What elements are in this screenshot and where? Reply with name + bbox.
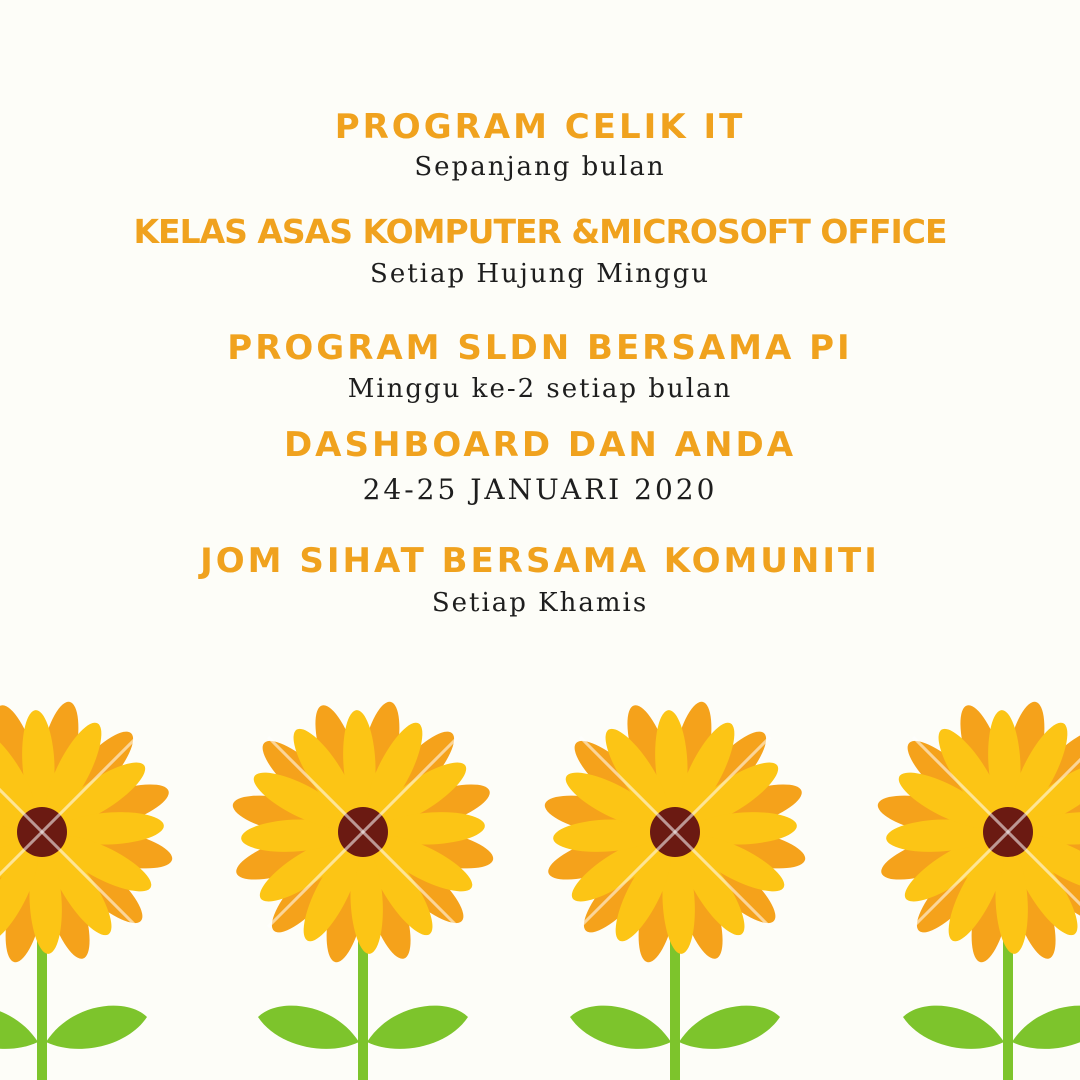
event-title-jom-sihat: JOM SIHAT BERSAMA KOMUNITI	[200, 541, 880, 581]
event-title-sldn: PROGRAM SLDN BERSAMA PI	[227, 328, 853, 368]
event-subtitle-dashboard: 24-25 JANUARI 2020	[362, 473, 718, 506]
event-subtitle-sldn: Minggu ke-2 setiap bulan	[347, 374, 733, 404]
sunflower-icon	[874, 698, 1080, 1080]
sunflower-icon	[0, 698, 176, 1080]
event-subtitle-kelas-asas: Setiap Hujung Minggu	[370, 259, 710, 289]
sunflower-icon	[541, 698, 808, 1080]
event-subtitle-jom-sihat: Setiap Khamis	[431, 588, 649, 618]
event-subtitle-celik-it: Sepanjang bulan	[414, 152, 666, 182]
sunflower-icon	[229, 698, 496, 1080]
sunflower-row	[0, 680, 1080, 1080]
event-title-celik-it: PROGRAM CELIK IT	[334, 107, 746, 147]
event-title-dashboard: DASHBOARD DAN ANDA	[283, 425, 797, 465]
event-title-kelas-asas: KELAS ASAS KOMPUTER &MICROSOFT OFFICE	[133, 212, 947, 251]
